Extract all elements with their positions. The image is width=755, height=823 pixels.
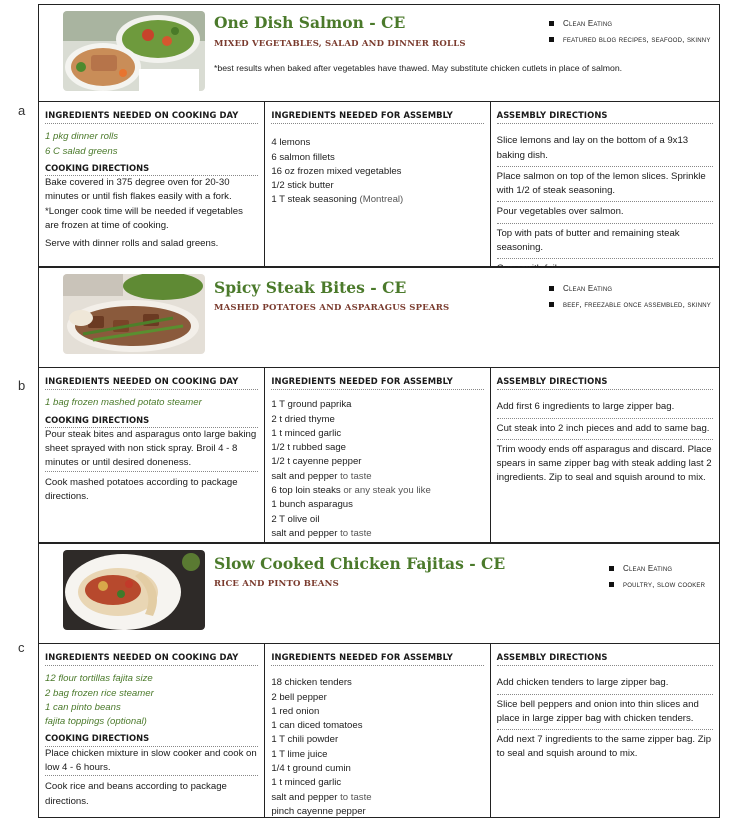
cooking-day-item: 2 bag frozen rice steamer bbox=[45, 687, 154, 699]
tag-item bbox=[609, 564, 705, 573]
cooking-day-heading: INGREDIENTS NEEDED ON COOKING DAY bbox=[45, 108, 258, 124]
assembly-ingredients-column bbox=[265, 368, 490, 542]
recipe-grid-steak bbox=[38, 367, 720, 543]
recipe-header-salmon bbox=[38, 4, 720, 102]
ingredient-item: salt and pepper to taste bbox=[271, 470, 372, 482]
section-letter-a: a bbox=[18, 103, 26, 118]
assembly-ingredients-heading: INGREDIENTS NEEDED FOR ASSEMBLY bbox=[271, 374, 483, 390]
ingredient-item: 1 red onion bbox=[271, 705, 320, 717]
ingredient-item: 6 top loin steaks or any steak you like bbox=[271, 485, 431, 497]
recipe-header-fajitas bbox=[38, 543, 720, 644]
cooking-day-column bbox=[39, 102, 265, 266]
tag-item bbox=[609, 580, 705, 589]
ingredient-item: 1/2 t rubbed sage bbox=[271, 442, 347, 454]
bullet-icon bbox=[549, 21, 554, 26]
assembly-step: Slice lemons and lay on the bottom of a 9x13 baking dish. bbox=[497, 134, 713, 167]
tag-item bbox=[549, 284, 711, 293]
tag-label: beef, freezable once assembled, skinny bbox=[563, 300, 711, 309]
assembly-directions-column bbox=[491, 102, 719, 266]
ingredient-item: 6 salmon fillets bbox=[271, 151, 335, 163]
cooking-day-heading: INGREDIENTS NEEDED ON COOKING DAY bbox=[45, 374, 258, 390]
bullet-icon bbox=[609, 582, 614, 587]
assembly-step: Add first 6 ingredients to large zipper bag. bbox=[497, 400, 713, 418]
ingredient-item: 1 T chili powder bbox=[271, 734, 339, 746]
tag-label: Clean Eating bbox=[563, 284, 613, 293]
recipe-grid-salmon bbox=[38, 101, 720, 267]
section-letter-b: b bbox=[18, 378, 26, 393]
assembly-ingredients-column bbox=[265, 102, 490, 266]
cooking-day-column bbox=[39, 644, 265, 817]
tag-label: poultry, slow cooker bbox=[623, 580, 706, 589]
assembly-step: Slice bell peppers and onion into thin slices and place in large zipper bag with chicken tenders. bbox=[497, 698, 713, 731]
ingredient-item: salt and pepper to taste bbox=[271, 527, 372, 539]
ingredient-item: pinch cayenne pepper bbox=[271, 805, 366, 817]
ingredient-item: 1 T steak seasoning (Montreal) bbox=[271, 194, 404, 206]
recipe-subtitle: MASHED POTATOES AND ASPARAGUS SPEARS bbox=[214, 303, 450, 313]
assembly-directions-heading: ASSEMBLY DIRECTIONS bbox=[497, 650, 713, 666]
cooking-direction: Place chicken mixture in slow cooker and cook on low 4 - 6 hours. bbox=[45, 747, 258, 777]
cooking-day-item: 12 flour tortillas fajita size bbox=[45, 673, 153, 685]
tag-list bbox=[549, 19, 711, 51]
cooking-direction: Serve with dinner rolls and salad greens. bbox=[45, 238, 219, 250]
assembly-step: Add next 7 ingredients to the same zipper bag. Zip to seal and squish around to mix. bbox=[496, 734, 712, 760]
assembly-step: Top with pats of butter and remaining steak seasoning. bbox=[497, 227, 713, 260]
ingredient-item: 18 chicken tenders bbox=[271, 677, 352, 689]
assembly-step: Pour vegetables over salmon. bbox=[497, 205, 713, 223]
ingredient-item: 1/2 stick butter bbox=[271, 180, 334, 192]
assembly-step: Add chicken tenders to large zipper bag. bbox=[497, 676, 713, 694]
recipe-title: Spicy Steak Bites - CE bbox=[214, 278, 407, 297]
assembly-directions-column bbox=[491, 644, 719, 817]
salmon-photo bbox=[63, 11, 205, 91]
ingredient-item: 2 t dried thyme bbox=[271, 413, 335, 425]
bullet-icon bbox=[609, 566, 614, 571]
cooking-directions-heading: COOKING DIRECTIONS bbox=[45, 731, 258, 746]
cooking-directions-heading: COOKING DIRECTIONS bbox=[45, 413, 258, 428]
ingredient-item: 1 T ground paprika bbox=[271, 399, 352, 411]
cooking-day-item: 1 bag frozen mashed potato steamer bbox=[45, 397, 202, 409]
tag-item bbox=[549, 300, 711, 309]
section-letter-c: c bbox=[18, 640, 25, 655]
ingredient-item: 2 bell pepper bbox=[271, 691, 327, 703]
tag-list bbox=[609, 564, 705, 596]
assembly-directions-heading: ASSEMBLY DIRECTIONS bbox=[497, 374, 713, 390]
tag-item bbox=[549, 35, 711, 44]
assembly-step: Place salmon on top of the lemon slices. Sprinkle with 1/2 of steak seasoning. bbox=[497, 170, 713, 203]
tag-label: Clean Eating bbox=[623, 564, 673, 573]
ingredient-item: 1/2 t cayenne pepper bbox=[271, 456, 362, 468]
recipe-header-steak bbox=[38, 267, 720, 368]
bullet-icon bbox=[549, 286, 554, 291]
assembly-ingredients-column bbox=[265, 644, 490, 817]
assembly-directions-column bbox=[491, 368, 719, 542]
recipe-title: Slow Cooked Chicken Fajitas - CE bbox=[214, 554, 506, 573]
cooking-day-item: fajita toppings (optional) bbox=[45, 716, 147, 728]
tag-list bbox=[549, 284, 711, 316]
ingredient-item: salt and pepper to taste bbox=[271, 791, 372, 803]
ingredient-item: 4 lemons bbox=[271, 137, 311, 149]
bullet-icon bbox=[549, 302, 554, 307]
tag-item bbox=[549, 19, 711, 28]
assembly-ingredients-heading: INGREDIENTS NEEDED FOR ASSEMBLY bbox=[271, 650, 483, 666]
ingredient-item: 1 bunch asparagus bbox=[271, 499, 353, 511]
assembly-step: Trim woody ends off asparagus and discard. Place spears in same zipper bag with steak adding last 2 ingredients. Zip to seal and squish around to mix. bbox=[496, 443, 712, 484]
recipe-subtitle: MIXED VEGETABLES, SALAD AND DINNER ROLLS bbox=[214, 39, 466, 49]
assembly-ingredients-heading: INGREDIENTS NEEDED FOR ASSEMBLY bbox=[271, 108, 483, 124]
recipe-grid-fajitas bbox=[38, 643, 720, 818]
ingredient-item: 2 T olive oil bbox=[271, 513, 320, 525]
cooking-directions-heading: COOKING DIRECTIONS bbox=[45, 161, 258, 176]
ingredient-item: 16 oz frozen mixed vegetables bbox=[271, 165, 402, 177]
assembly-directions-heading: ASSEMBLY DIRECTIONS bbox=[497, 108, 713, 124]
cooking-direction: Cook mashed potatoes according to package directions. bbox=[45, 476, 238, 503]
recipe-note: *best results when baked after vegetables have thawed. May substitute chicken cutlets in place of salmon. bbox=[214, 63, 623, 73]
ingredient-item: 1 t minced garlic bbox=[271, 427, 342, 439]
cooking-direction: Bake covered in 375 degree oven for 20-30 minutes or until fish flakes easily with a fork. *Longer cook time will be needed if vegetables are frozen at time of cooking. bbox=[45, 177, 243, 232]
cooking-day-item: 6 C salad greens bbox=[45, 145, 118, 157]
steak-photo bbox=[63, 274, 205, 354]
ingredient-item: 1 can diced tomatoes bbox=[271, 720, 363, 732]
ingredient-item: 1 t minced garlic bbox=[271, 777, 342, 789]
ingredient-item: 1 T lime juice bbox=[271, 748, 328, 760]
cooking-day-column bbox=[39, 368, 265, 542]
ingredient-item: 1/4 t ground cumin bbox=[271, 763, 351, 775]
cooking-direction: Pour steak bites and asparagus onto large baking sheet sprayed with non stick spray. Broil 4 - 8 minutes or until desired doneness. bbox=[45, 428, 258, 472]
bullet-icon bbox=[549, 37, 554, 42]
cooking-day-item: 1 can pinto beans bbox=[45, 701, 121, 713]
assembly-step: Cut steak into 2 inch pieces and add to same bag. bbox=[497, 422, 713, 440]
recipe-title: One Dish Salmon - CE bbox=[214, 13, 406, 32]
recipe-subtitle: RICE AND PINTO BEANS bbox=[214, 579, 339, 589]
cooking-day-heading: INGREDIENTS NEEDED ON COOKING DAY bbox=[45, 650, 258, 666]
tag-label: Clean Eating bbox=[563, 19, 613, 28]
cooking-direction: Cook rice and beans according to package directions. bbox=[45, 781, 227, 807]
fajitas-photo bbox=[63, 550, 205, 630]
tag-label: featured blog recipes, seafood, skinny bbox=[563, 35, 711, 44]
cooking-day-item: 1 pkg dinner rolls bbox=[45, 131, 119, 143]
